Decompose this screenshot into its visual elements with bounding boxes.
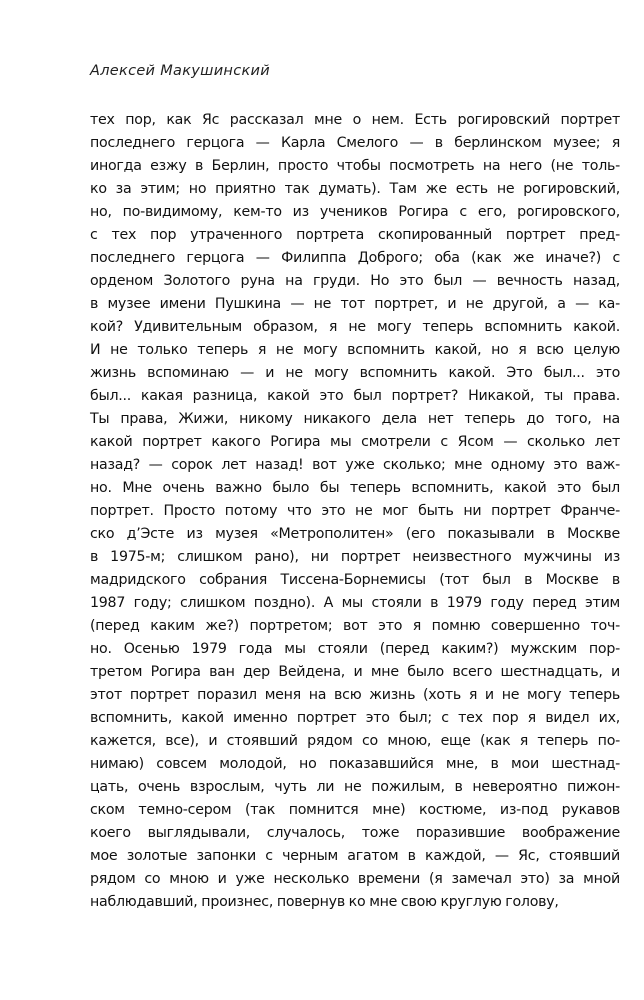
text-line: портрет. Просто потому что это не мог быть ни портрет Франче- [90, 503, 620, 519]
text-line: вспомнить, какой именно портрет это был; с тех пор я видел их, [90, 710, 620, 726]
text-line: ском темно-сером (так помнится мне) костюме, из-под рукавов [90, 802, 620, 818]
text-line: но. Осенью 1979 года мы стояли (перед каким?) мужским пор- [90, 641, 620, 657]
text-line: в 1975-м; слишком рано), ни портрет неизвестного мужчины из [90, 549, 620, 565]
text-line: (перед каким же?) портретом; вот это я помню совершенно точ- [90, 618, 620, 634]
text-line: наблюдавший, произнес, повернув ко мне свою круглую голову, [90, 894, 559, 910]
text-line: какой портрет какого Рогира мы смотрели с Ясом — сколько лет [90, 434, 620, 450]
text-line: последнего герцога — Карла Смелого — в берлинском музее; я [90, 135, 620, 151]
text-line: коего выглядывали, случалось, тоже поразившие воображение [90, 825, 620, 841]
text-line: ско д’Эсте из музея «Метрополитен» (его показывали в Москве [90, 526, 620, 542]
text-line: был... какая разница, какой это был портрет? Никакой, ты права. [90, 388, 620, 404]
text-line: мадридского собрания Тиссена-Борнемисы (тот был в Москве в [90, 572, 620, 588]
text-line: с тех пор утраченного портрета скопированный портрет пред- [90, 227, 620, 243]
body-text [90, 109, 620, 914]
text-line: кой? Удивительным образом, я не могу теперь вспомнить какой. [90, 319, 620, 335]
text-line: 1987 году; слишком поздно). А мы стояли в 1979 году перед этим [90, 595, 620, 611]
text-line: назад? — сорок лет назад! вот уже сколько; мне одному это важ- [90, 457, 620, 473]
text-line: И не только теперь я не могу вспомнить какой, но я всю целую [90, 342, 620, 358]
text-line: этот портрет поразил меня на всю жизнь (хоть я и не могу теперь [90, 687, 620, 703]
text-line: ко за этим; но приятно так думать). Там же есть не рогировский, [90, 181, 620, 197]
text-line: но, по-видимому, кем-то из учеников Рогира с его, рогировского, [90, 204, 620, 220]
text-line: нимаю) совсем молодой, но показавшийся мне, в мои шестнад- [90, 756, 620, 772]
text-line: цать, очень взрослым, чуть ли не пожилым, в невероятно пижон- [90, 779, 620, 795]
text-line: орденом Золотого руна на груди. Но это был — вечность назад, [90, 273, 620, 289]
text-line: последнего герцога — Филиппа Доброго; оба (как же иначе?) с [90, 250, 620, 266]
running-head-author: Алексей Макушинский [90, 63, 270, 79]
text-line: но. Мне очень важно было бы теперь вспомнить, какой это был [90, 480, 620, 496]
text-line: кажется, все), и стоявший рядом со мною, еще (как я теперь по- [90, 733, 620, 749]
text-line: Ты права, Жижи, никому никакого дела нет теперь до того, на [90, 411, 620, 427]
text-line: тех пор, как Яс рассказал мне о нем. Есть рогировский портрет [90, 112, 620, 128]
text-line: жизнь вспоминаю — и не могу вспомнить какой. Это был... это [90, 365, 620, 381]
text-line: рядом со мною и уже несколько времени (я замечал это) за мной [90, 871, 620, 887]
text-line: иногда езжу в Берлин, просто чтобы посмотреть на него (не толь- [90, 158, 620, 174]
text-line: третом Рогира ван дер Вейдена, и мне было всего шестнадцать, и [90, 664, 620, 680]
text-line: мое золотые запонки с черным агатом в каждой, — Яс, стоявший [90, 848, 620, 864]
text-line: в музее имени Пушкина — не тот портрет, и не другой, а — ка- [90, 296, 620, 312]
